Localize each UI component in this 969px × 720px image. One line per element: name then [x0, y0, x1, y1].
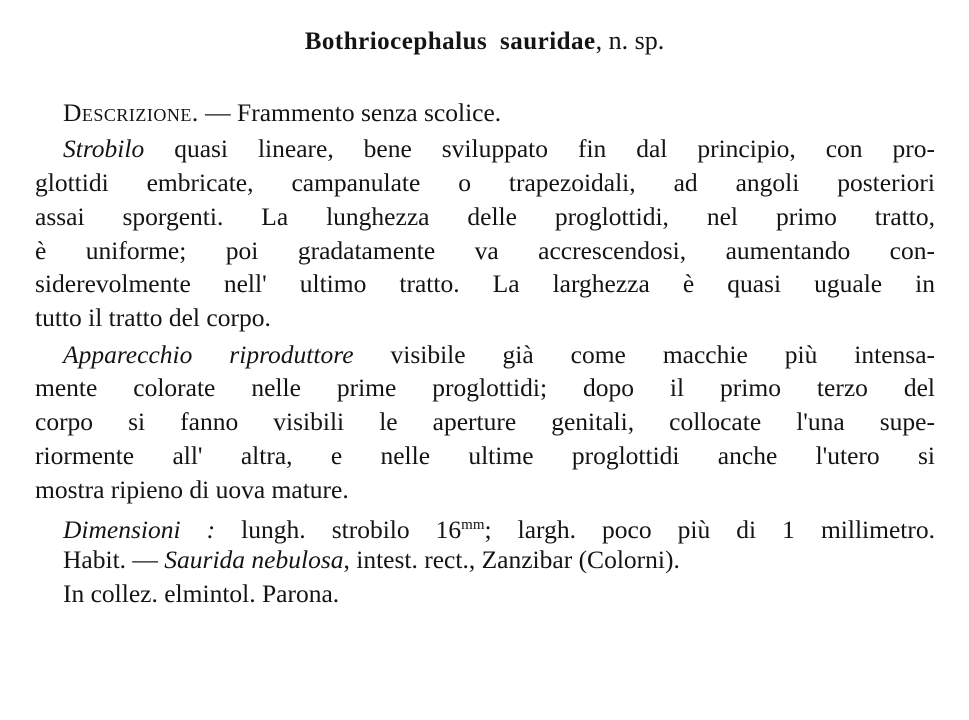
text-segment: corpo si fanno visibili le aperture genitali, collocate l'una supe- [35, 407, 935, 437]
text-segment: siderevolmente nell' ultimo tratto. La larghezza è quasi uguale in [35, 269, 935, 299]
text-line [35, 96, 935, 130]
text-line [35, 200, 935, 234]
text-segment: lungh. strobilo 16 [215, 515, 462, 545]
text-segment: ; largh. poco più di 1 millimetro. [484, 515, 935, 545]
text-line [35, 473, 935, 507]
text-segment: In collez. elmintol. Parona. [63, 578, 340, 608]
text-line [35, 132, 935, 166]
text-segment: tutto il tratto del corpo. [35, 303, 271, 333]
text-line [35, 405, 935, 439]
text-segment: , intest. rect., Zanzibar (Colorni). [343, 544, 680, 574]
text-line [35, 543, 935, 577]
text-segment: Habit. — [63, 544, 165, 574]
text-line [35, 577, 935, 611]
unit-superscript: mm [461, 517, 485, 534]
italic-term: Apparecchio riproduttore [63, 339, 354, 369]
species-title [0, 26, 969, 56]
text-line [35, 338, 935, 372]
text-line [35, 234, 935, 268]
text-line [35, 267, 935, 301]
description-body [35, 96, 935, 610]
text-segment: visibile già come macchie più intensa- [353, 339, 936, 369]
text-line [35, 301, 935, 335]
text-segment: assai sporgenti. La lunghezza delle proglottidi, nel primo tratto, [35, 201, 935, 231]
text-line [35, 166, 935, 200]
species-suffix: , n. sp. [595, 26, 665, 55]
text-line [35, 509, 935, 543]
text-segment: mostra ripieno di uova mature. [35, 474, 349, 504]
text-segment: — Frammento senza scolice. [198, 98, 502, 127]
text-segment: quasi lineare, bene sviluppato fin dal principio, con pro- [144, 134, 935, 164]
species-name: Bothriocephalus sauridae [304, 28, 596, 55]
italic-term: Saurida nebulosa [164, 544, 344, 574]
text-line [35, 439, 935, 473]
text-segment: riormente all' altra, e nelle ultime proglottidi anche l'utero si [35, 440, 935, 470]
italic-term: Strobilo [63, 134, 145, 164]
italic-term: Dimensioni : [63, 515, 216, 545]
text-line [35, 371, 935, 405]
text-segment: mente colorate nelle prime proglottidi; dopo il primo terzo del [35, 373, 935, 403]
text-segment: è uniforme; poi gradatamente va accrescendosi, aumentando con- [35, 235, 935, 265]
section-label: Descrizione. [63, 98, 199, 127]
text-segment: glottidi embricate, campanulate o trapezoidali, ad angoli posteriori [35, 168, 935, 198]
